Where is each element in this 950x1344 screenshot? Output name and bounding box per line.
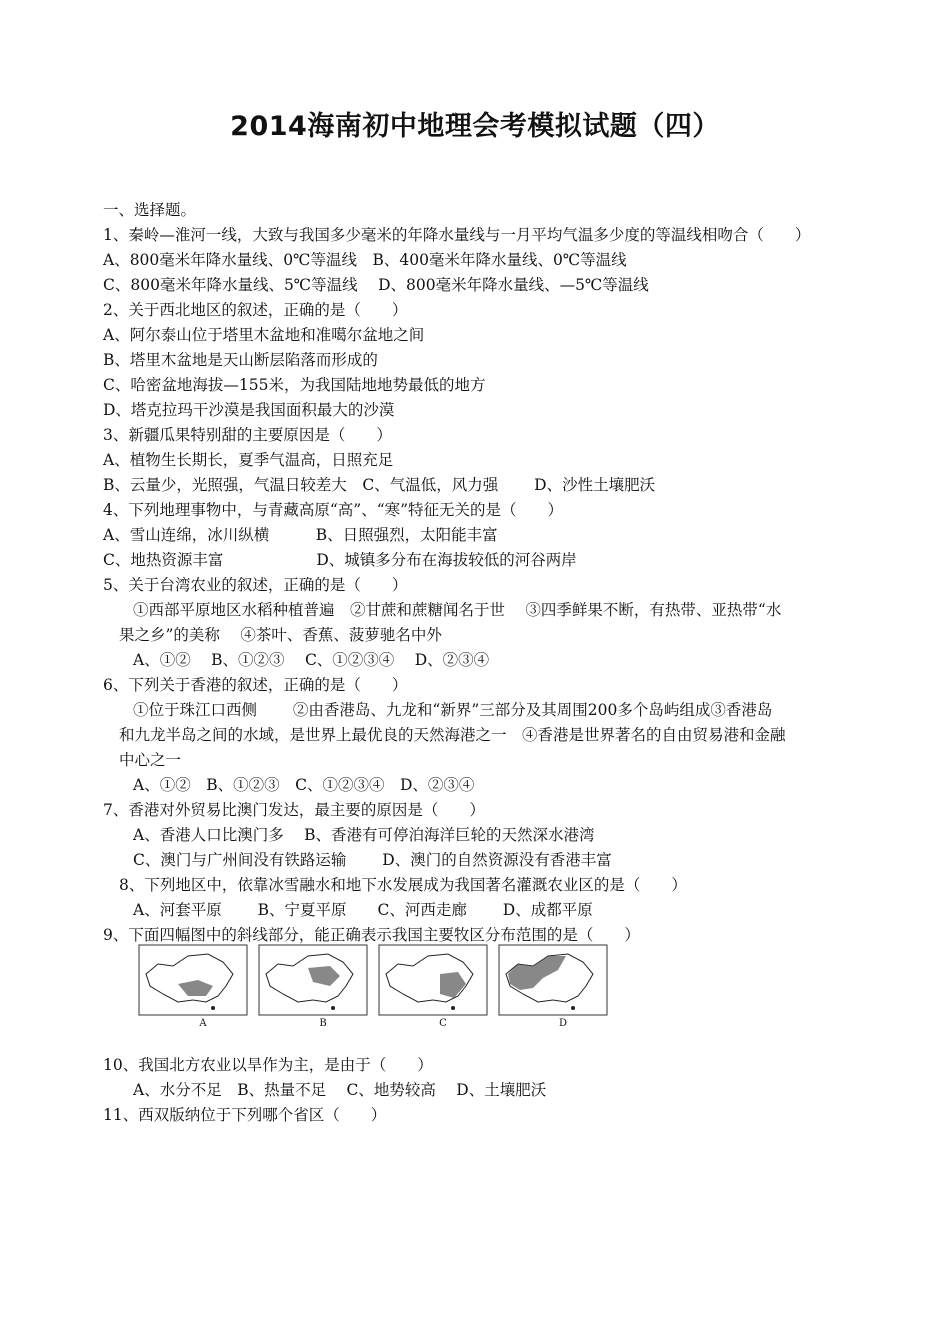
question-lines-after <box>103 1053 863 1128</box>
text-line: 1、秦岭—淮河一线，大致与我国多少毫米的年降水量线与一月平均气温多少度的等温线相吻合（ ） <box>103 226 811 244</box>
text-line: 8、下列地区中，依靠冰雪融水和地下水发展成为我国著名灌溉农业区的是（ ） <box>119 876 687 894</box>
question-block <box>103 198 863 948</box>
text-line: A、阿尔泰山位于塔里木盆地和准噶尔盆地之间 <box>103 326 425 344</box>
text-line: C、地热资源丰富 D、城镇多分布在海拔较低的河谷两岸 <box>103 551 577 569</box>
question-block-after-figure <box>103 1053 863 1128</box>
page-title: 2014海南初中地理会考模拟试题（四） <box>230 111 720 142</box>
text-line: 3、新疆瓜果特别甜的主要原因是（ ） <box>103 426 392 444</box>
text-line: ①西部平原地区水稻种植普遍 ②甘蔗和蔗糖闻名于世 ③四季鲜果不断，有热带、亚热带“水 <box>133 601 782 619</box>
text-line: 中心之一 <box>119 751 182 769</box>
text-line: 4、下列地理事物中，与青藏高原“高”、“寒”特征无关的是（ ） <box>103 501 564 519</box>
text-line: B、塔里木盆地是天山断层陷落而形成的 <box>103 351 378 369</box>
text-line: B、云量少，光照强，气温日较差大 C、气温低，风力强 D、沙性土壤肥沃 <box>103 476 656 494</box>
map-a <box>138 944 248 1016</box>
map-figure <box>138 944 608 1036</box>
text-line: A、800毫米年降水量线、0℃等温线 B、400毫米年降水量线、0℃等温线 <box>103 251 627 269</box>
question-lines <box>103 223 863 948</box>
text-line: 11、西双版纳位于下列哪个省区（ ） <box>103 1106 387 1124</box>
map-label-c: C <box>439 1018 447 1029</box>
text-line: A、植物生长期长，夏季气温高，日照充足 <box>103 451 394 469</box>
map-b <box>258 944 368 1016</box>
text-line: A、雪山连绵，冰川纵横 B、日照强烈，太阳能丰富 <box>103 526 498 544</box>
map-d <box>498 944 608 1016</box>
text-line: A、①② B、①②③ C、①②③④ D、②③④ <box>133 776 475 794</box>
text-line: 7、香港对外贸易比澳门发达，最主要的原因是（ ） <box>103 801 485 819</box>
text-line: C、800毫米年降水量线、5℃等温线 D、800毫米年降水量线、—5℃等温线 <box>103 276 649 294</box>
map-label-b: B <box>319 1018 327 1029</box>
text-line: 果之乡”的美称 ④茶叶、香蕉、菠萝驰名中外 <box>119 626 442 644</box>
text-line: 和九龙半岛之间的水域，是世界上最优良的天然海港之一 ④香港是世界著名的自由贸易港和金融 <box>119 726 786 744</box>
text-line: 10、我国北方农业以旱作为主，是由于（ ） <box>103 1056 433 1074</box>
section-heading: 一、选择题。 <box>103 201 197 219</box>
text-line: A、香港人口比澳门多 B、香港有可停泊海洋巨轮的天然深水港湾 <box>133 826 595 844</box>
text-line: A、①② B、①②③ C、①②③④ D、②③④ <box>133 651 490 669</box>
map-label-a: A <box>199 1018 207 1029</box>
text-line: C、哈密盆地海拔—155米，为我国陆地地势最低的地方 <box>103 376 486 394</box>
text-line: 6、下列关于香港的叙述，正确的是（ ） <box>103 676 408 694</box>
text-line: D、塔克拉玛干沙漠是我国面积最大的沙漠 <box>103 401 395 419</box>
text-line: 2、关于西北地区的叙述，正确的是（ ） <box>103 301 408 319</box>
map-label-d: D <box>558 1018 568 1029</box>
text-line: A、水分不足 B、热量不足 C、地势较高 D、土壤肥沃 <box>133 1081 547 1099</box>
text-line: ①位于珠江口西侧 ②由香港岛、九龙和“新界”三部分及其周围200多个岛屿组成③香港岛 <box>133 701 773 719</box>
text-line: C、澳门与广州间没有铁路运输 D、澳门的自然资源没有香港丰富 <box>133 851 612 869</box>
text-line: 9、下面四幅图中的斜线部分，能正确表示我国主要牧区分布范围的是（ ） <box>103 926 640 944</box>
text-line: 5、关于台湾农业的叙述，正确的是（ ） <box>103 576 408 594</box>
text-line: A、河套平原 B、宁夏平原 C、河西走廊 D、成都平原 <box>133 901 593 919</box>
map-c <box>378 944 488 1016</box>
